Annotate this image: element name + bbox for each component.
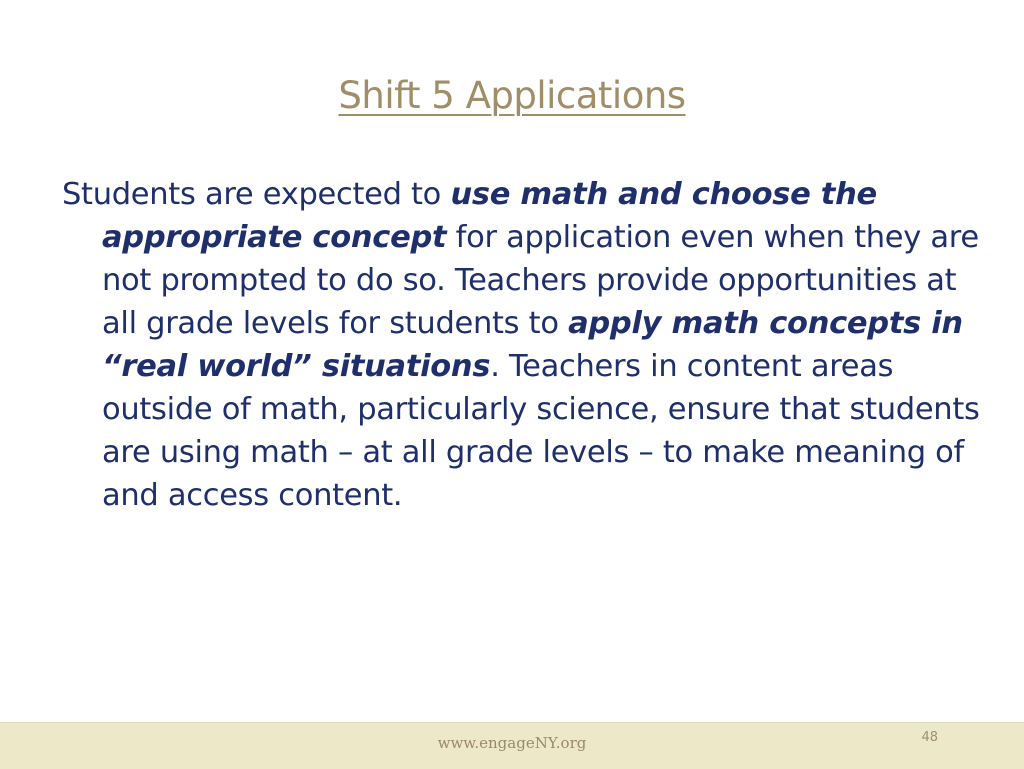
body-text-emphasis: use math and choose the appropriate concept	[102, 177, 877, 255]
page-number: 48	[921, 730, 938, 745]
slide-body-bullet	[62, 173, 982, 517]
body-text-plain: for application even when they are not prompted to do so. Teachers provide opportunities at all grade levels for students to	[102, 220, 979, 341]
body-text-emphasis: apply math concepts in “real world” situations	[102, 306, 963, 384]
body-text-plain: . Teachers in content areas outside of math, particularly science, ensure that students are using math – at all grade levels – to make meaning of and access content.	[102, 349, 980, 513]
footer-band	[0, 722, 1024, 769]
footer-url: www.engageNY.org	[437, 734, 587, 752]
slide-title: Shift 5 Applications	[338, 74, 686, 117]
body-text-plain: Students are expected to	[62, 177, 451, 212]
